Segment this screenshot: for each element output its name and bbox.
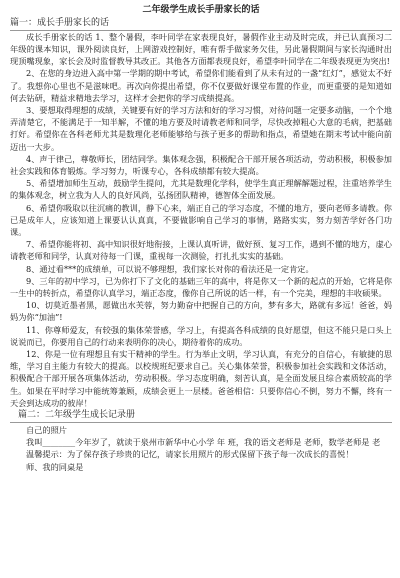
paragraph: 5、希望增加师生互动，鼓励学生提问，尤其是数理化学科，使学生真正理解解题过程，注重培养学生的集体观念，树立我为人人的良好风尚，弘扬团队精神，德智体全面发展。: [10, 178, 392, 201]
intro-line: 我叫________今年岁了，就读于泉州市新华中心小学 年 班，我的语文老师是 老师，数学老师是 老: [26, 437, 381, 448]
deskmate-line: 师、我的同桌是: [26, 461, 84, 472]
paragraph: 2、在您的身边进入高中第一学期的期中考试，希望你们能看到了从未有过的一盏“红灯”，感觉太不好了。我想你心里也不是滋味吧。再次向你提出希望，你不仅要做好课堂布置的作业，而更重要的是知道如何去钻研，精益求精地去学习，这样才会把你的学习成绩提高。: [10, 68, 392, 103]
paragraph: 4、声于律己，尊敬师长，团结同学。集体观念强，积极配合干部开展各项活动，劳动积极，积极参加社会实践和体育锻炼。学习努力，听课专心，各科成绩都有较大提高。: [10, 153, 392, 177]
paragraph: 8、通过看***的成绩单，可以说不够理想，我们家长对你的看法还是一定肯定。: [26, 263, 314, 274]
section-1-title: 篇一：成长手册家长的话: [10, 18, 110, 28]
photo-caption: 自己的照片: [26, 425, 67, 436]
paragraph: 11、你尊师爱友，有较强的集体荣誉感，学习上，有提高各科成绩的良好愿望，但这不能只是口头上说说而已，你要用自己的行动来表明你的决心，期待着你的成功。: [10, 324, 392, 347]
section-2-title: 篇二：二年级学生成长记录册: [18, 410, 136, 421]
divider: [10, 422, 392, 423]
paragraph: 6、希望你吸取以往沉痛的教训，静下心来，端正自己的学习态度，不懂的地方，要向老师多请教。你已是成年人，应该知道上课要认认真真，不要做影响自己学习的事情，路路实实，努力刻苦学好各门功课。: [10, 202, 392, 238]
paragraph: 3、要想取得理想的成绩，关键要有好的学习方法和好的学习习惯，对待问题一定要多动脑，一个个地弄清楚它，不能满足于一知半解，不懂的地方要及时请教老师和同学，尽快改掉粗心大意的毛病，把基础打好。希望你在各科老师尤其是数理化老师能够给与孩子更多的帮助和指点，希望她在期末考试中能向前迈出一大步。: [10, 105, 392, 152]
paragraph: 7、希望你能将初、高中知识很好地衔接，上课认真听讲，做好预、复习工作，遇到不懂的地方，虚心请教老师和同学，认真对待每一门课，重视每一次测验，打扎扎实实的基础。: [10, 239, 392, 262]
document-title: 二年级学生成长手册家长的话: [142, 5, 260, 15]
paragraph: 成长手册家长的话 1、整个暑假，李叶同学在家表现良好，暑假作业主动及时完成，并已认真预习二年级的课本知识，课外阅读良好，上网游戏控制好，唯有帮手做家务欠佳，另此暑假期间与家长沟通时出现顶嘴现象，家长会及时监督教导其改正。其他各方面都表现良好，希望李叶同学在二年级表现更为突出!: [10, 32, 392, 66]
tip-line: 温馨提示：为了保存孩子珍贵的记忆，请家长用照片的形式保留下孩子每一次成长的喜悦！: [26, 449, 354, 460]
paragraph: 10、切莫近墨者黑，愿做出水芙蓉，努力勤奋中把握自己的方向，梦有多大，路就有多远！爸爸，妈妈为你“加油”!: [10, 300, 392, 323]
divider: [10, 30, 392, 31]
paragraph: 12、你是一位有理想且有实干精神的学生。行为举止文明，学习认真，有充分的自信心，有敏捷的思维，学习自主能力有较大的提高。以校规班纪要求自己。关心集体荣誉，积极参加社会实践和文体活动，积极配合干部开展各项集体活动，劳动积极。学习态度明确，刻苦认真，是全面发展且综合素质较高的学生。如果在平时学习中能统筹兼顾，成绩会更上一层楼。爸爸相信：只要你信心不倒，努力不懈，终有一天会到达成功的彼岸！: [10, 349, 392, 408]
paragraph: 9、三年的初中学习，已为你打下了文化的基础三年的高中，将是你又一个新的起点的开始，它将是你一生中的转折点，希望你认真学习，端正态度，像你自己所说的话一样，有一个完美，理想的丰收硕果。: [10, 275, 392, 299]
